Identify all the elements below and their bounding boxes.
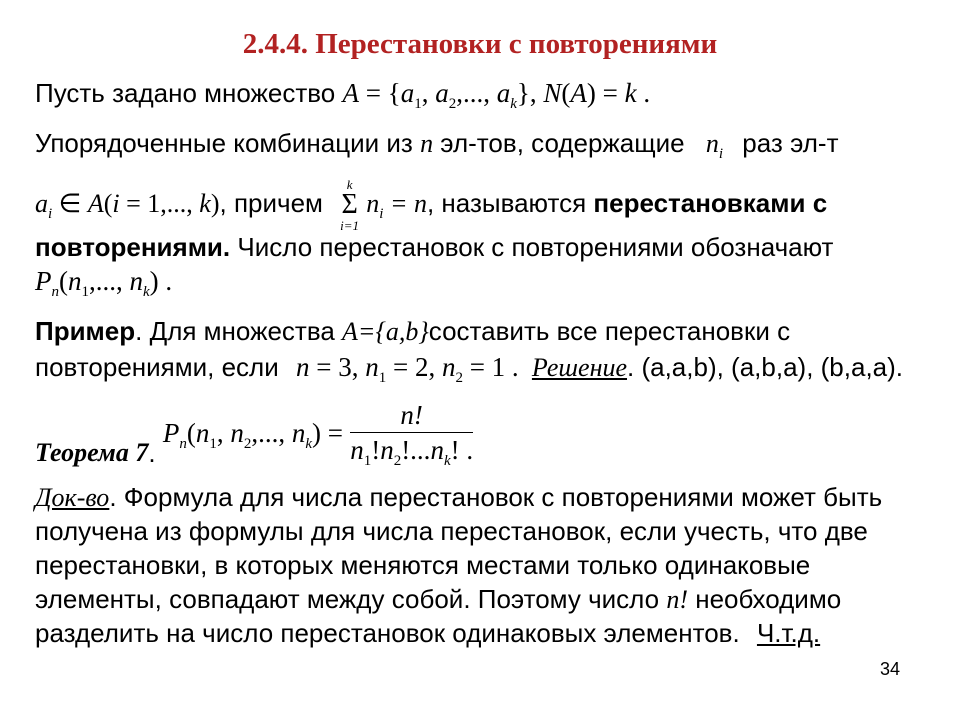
fraction-numerator: n! (350, 400, 473, 433)
proof-label: Док-во (35, 483, 110, 512)
theorem-fraction (350, 400, 473, 476)
ai-in-a-formula: $a_i$ ∈ A(i = 1,..., k) (35, 188, 220, 222)
notation-line (35, 266, 172, 307)
proof-text-2: получена из формулы для числа перестановок, если учесть, что две (35, 516, 868, 546)
definition-line-4 (35, 232, 833, 262)
definition-line-2 (35, 128, 839, 169)
text-called: , называются (426, 187, 587, 218)
proof-text-5: необходимо (695, 584, 842, 614)
text-for-set: . Для множества (135, 316, 335, 346)
fraction-denominator: $n_1!n_2!...n_k$! . (350, 435, 474, 469)
proof-text-1: . Формула для числа перестановок с повторениями может быть (109, 482, 883, 512)
text-if: повторениями, если (35, 352, 279, 382)
set-ab-formula: A={a,b} (342, 317, 429, 346)
solution-text: . (a,a,b), (a,b,a), (b,a,a). (627, 352, 904, 382)
text-denoted: Число перестановок с повторениями обозначают (237, 232, 834, 262)
proof-text-3: перестановки, в которых меняются местами только одинаковые (35, 550, 811, 580)
qed-label: Ч.т.д. (756, 618, 821, 648)
proof-line-1 (35, 482, 882, 513)
page-number: 34 (879, 659, 900, 679)
text-compose-all: составить все перестановки с (428, 316, 791, 346)
text-times-element: раз эл-т (742, 128, 839, 158)
theorem-lhs: $P_n(n_1$, $n_2$,..., $n_k$) = (162, 417, 343, 452)
definition-line-3 (35, 178, 827, 232)
proof-line-4 (35, 584, 841, 615)
slide-title: 2.4.4. Перестановки с повторениями (242, 28, 718, 60)
text-ordered-combinations: Упорядоченные комбинации из n эл-тов, содержащие (35, 128, 685, 158)
term-permutations: перестановками с (593, 187, 828, 218)
ni-formula: $n_i$ (705, 129, 724, 162)
theorem-line: Теорема 7. $P_n(n_1$, $n_2$,..., $n_k$) = $\frac{n!}{n_1!n_2!...n_k! .}$ (35, 400, 473, 474)
proof-line-3 (35, 550, 810, 580)
theorem-label: Теорема 7 (35, 438, 149, 467)
sum-formula: $n_i = n$ (366, 188, 427, 222)
text-given-set: Пусть задано множество (35, 78, 336, 108)
proof-text-4: элементы, совпадают между собой. Поэтому число (35, 584, 660, 614)
set-formula: $A = \{a_1$, $a_2$,..., $a_k$}, N(A) = k . (342, 78, 651, 112)
example-label: Пример (35, 316, 136, 346)
notation-formula: $P_n(n_1$,..., $n_k$) . (35, 266, 173, 300)
proof-text-6: разделить на число перестановок одинаковых элементов. (35, 618, 740, 648)
proof-line-5 (35, 618, 820, 648)
definition-line-1 (35, 78, 650, 119)
text-where: , причем (219, 187, 323, 218)
term-with-repetitions: повторениями. (35, 232, 231, 262)
example-line-1 (35, 316, 790, 347)
proof-line-2 (35, 516, 868, 546)
sum-symbol: k Σ i=1 (340, 177, 360, 233)
example-line-2 (35, 352, 903, 393)
solution-label: Решение (531, 353, 628, 382)
n-factorial: n! (666, 585, 688, 614)
example-values-formula: n = 3, $n_1 = 2$, $n_2 = 1$ . (295, 352, 519, 386)
